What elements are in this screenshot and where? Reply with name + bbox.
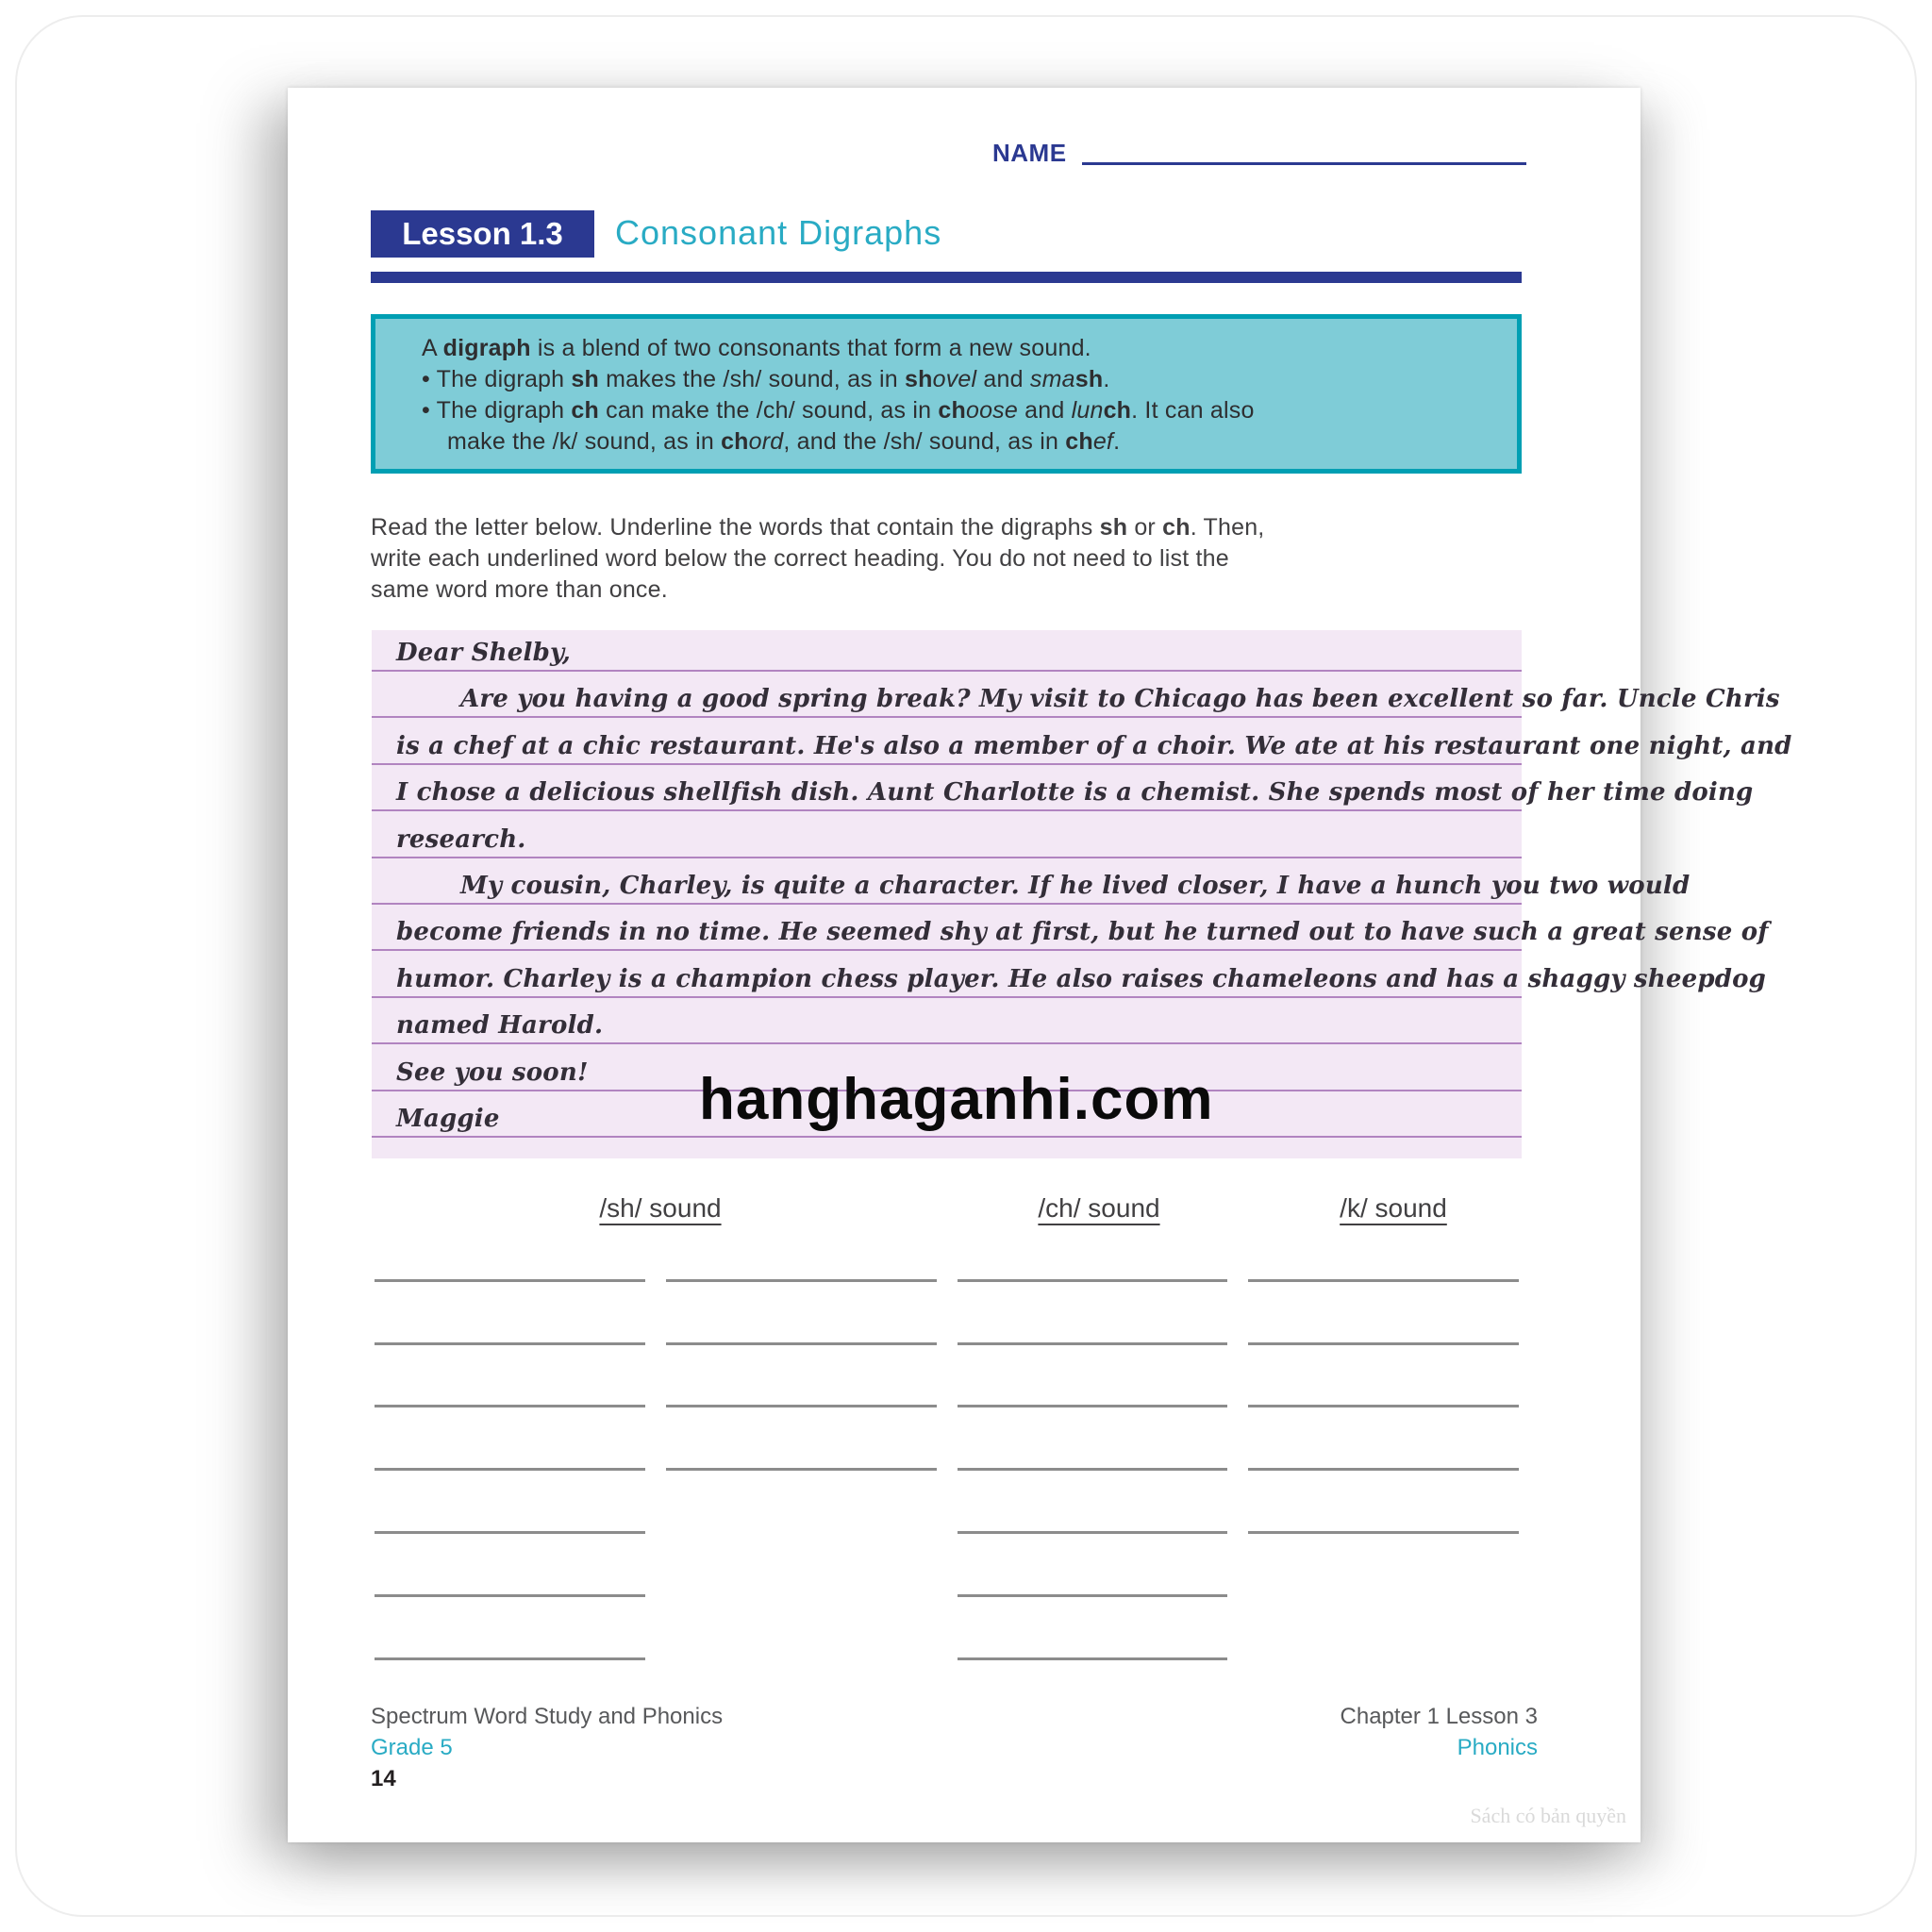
info-bullet-ch: • The digraph ch can make the /ch/ sound, as in choose and lunch. It can also: [422, 397, 1255, 424]
answer-blank[interactable]: [958, 1282, 1228, 1345]
footer-page-number: 14: [371, 1766, 396, 1791]
worksheet-page: [288, 88, 1792, 1842]
page-title: Consonant Digraphs: [615, 213, 942, 252]
answer-blank[interactable]: [666, 1219, 937, 1282]
watermark-text: hanghaganhi.com: [699, 1067, 1214, 1132]
letter-line: I chose a delicious shellfish dish. Aunt Charlotte is a chemist. She spends most of her time doing: [372, 765, 1522, 811]
answer-blank[interactable]: [958, 1534, 1228, 1597]
footer-book-title: Spectrum Word Study and Phonics: [371, 1704, 724, 1729]
answer-blank[interactable]: [375, 1282, 645, 1345]
answer-blank[interactable]: [375, 1219, 645, 1282]
lesson-badge: Lesson 1.3: [371, 210, 594, 258]
answer-blank[interactable]: [958, 1407, 1228, 1471]
answer-blank[interactable]: [375, 1471, 645, 1534]
answer-blank[interactable]: [1248, 1282, 1519, 1345]
heading-ch-sound: /ch/ sound: [1038, 1193, 1160, 1223]
grid-empty-cell: [1248, 1597, 1519, 1660]
info-bullet-sh: • The digraph sh makes the /sh/ sound, as in shovel and smash.: [422, 366, 1110, 392]
letter-line: Are you having a good spring break? My visit to Chicago has been excellent so far. Uncle Chris: [372, 672, 1522, 718]
letter-line: See you soon!: [372, 1044, 1522, 1091]
letter-line: research.: [372, 811, 1522, 858]
letter-line: Maggie: [372, 1091, 1522, 1138]
info-bullet-ch-continued: make the /k/ sound, as in chord, and the /sh/ sound, as in chef.: [447, 428, 1121, 455]
title-underline-bar: [371, 272, 1522, 283]
letter-line: humor. Charley is a champion chess player. He also raises chameleons and has a shaggy sheepdog: [372, 951, 1522, 997]
instructions-line: Read the letter below. Underline the words that contain the digraphs sh or ch. Then,: [371, 514, 1265, 541]
answer-blank[interactable]: [666, 1407, 937, 1471]
letter-line: become friends in no time. He seemed shy at first, but he turned out to have such a great sense of: [372, 905, 1522, 951]
instructions-line: write each underlined word below the correct heading. You do not need to list the: [371, 545, 1229, 572]
name-row: [992, 140, 1526, 165]
grid-empty-cell: [666, 1534, 937, 1597]
answer-blank[interactable]: [1248, 1219, 1519, 1282]
footer-section: Phonics: [1457, 1735, 1538, 1760]
answer-blank[interactable]: [1248, 1407, 1519, 1471]
footer-grade: Grade 5: [371, 1735, 453, 1760]
heading-sh-sound: /sh/ sound: [599, 1193, 722, 1223]
answer-grid: [375, 1219, 1519, 1660]
answer-blank[interactable]: [958, 1597, 1228, 1660]
letter-line: Dear Shelby,: [372, 630, 1522, 672]
answer-blank[interactable]: [1248, 1471, 1519, 1534]
answer-blank[interactable]: [1248, 1345, 1519, 1408]
digraph-info-box: [371, 314, 1522, 474]
answer-blank[interactable]: [666, 1345, 937, 1408]
heading-k-sound: /k/ sound: [1340, 1193, 1447, 1223]
grid-empty-cell: [1248, 1534, 1519, 1597]
info-intro-line: A digraph is a blend of two consonants that form a new sound.: [422, 335, 1091, 361]
instructions-line: same word more than once.: [371, 576, 668, 603]
name-label: NAME: [992, 139, 1067, 167]
grid-empty-cell: [666, 1471, 937, 1534]
answer-blank[interactable]: [666, 1282, 937, 1345]
letter-line: My cousin, Charley, is quite a character. If he lived closer, I have a hunch you two would: [372, 858, 1522, 905]
grid-empty-cell: [666, 1597, 937, 1660]
answer-blank[interactable]: [375, 1597, 645, 1660]
copyright-note: Sách có bản quyền: [1470, 1804, 1626, 1827]
answer-blank[interactable]: [375, 1534, 645, 1597]
letter-line: named Harold.: [372, 998, 1522, 1044]
answer-blank[interactable]: [375, 1407, 645, 1471]
letter-line: is a chef at a chic restaurant. He's also a member of a choir. We ate at his restaurant one night, and: [372, 718, 1522, 764]
footer-chapter-lesson: Chapter 1 Lesson 3: [1340, 1704, 1538, 1729]
instructions: [371, 512, 1531, 606]
answer-blank[interactable]: [958, 1471, 1228, 1534]
name-blank-line[interactable]: [1082, 140, 1526, 165]
answer-blank[interactable]: [958, 1219, 1228, 1282]
answer-blank[interactable]: [375, 1345, 645, 1408]
answer-blank[interactable]: [958, 1345, 1228, 1408]
